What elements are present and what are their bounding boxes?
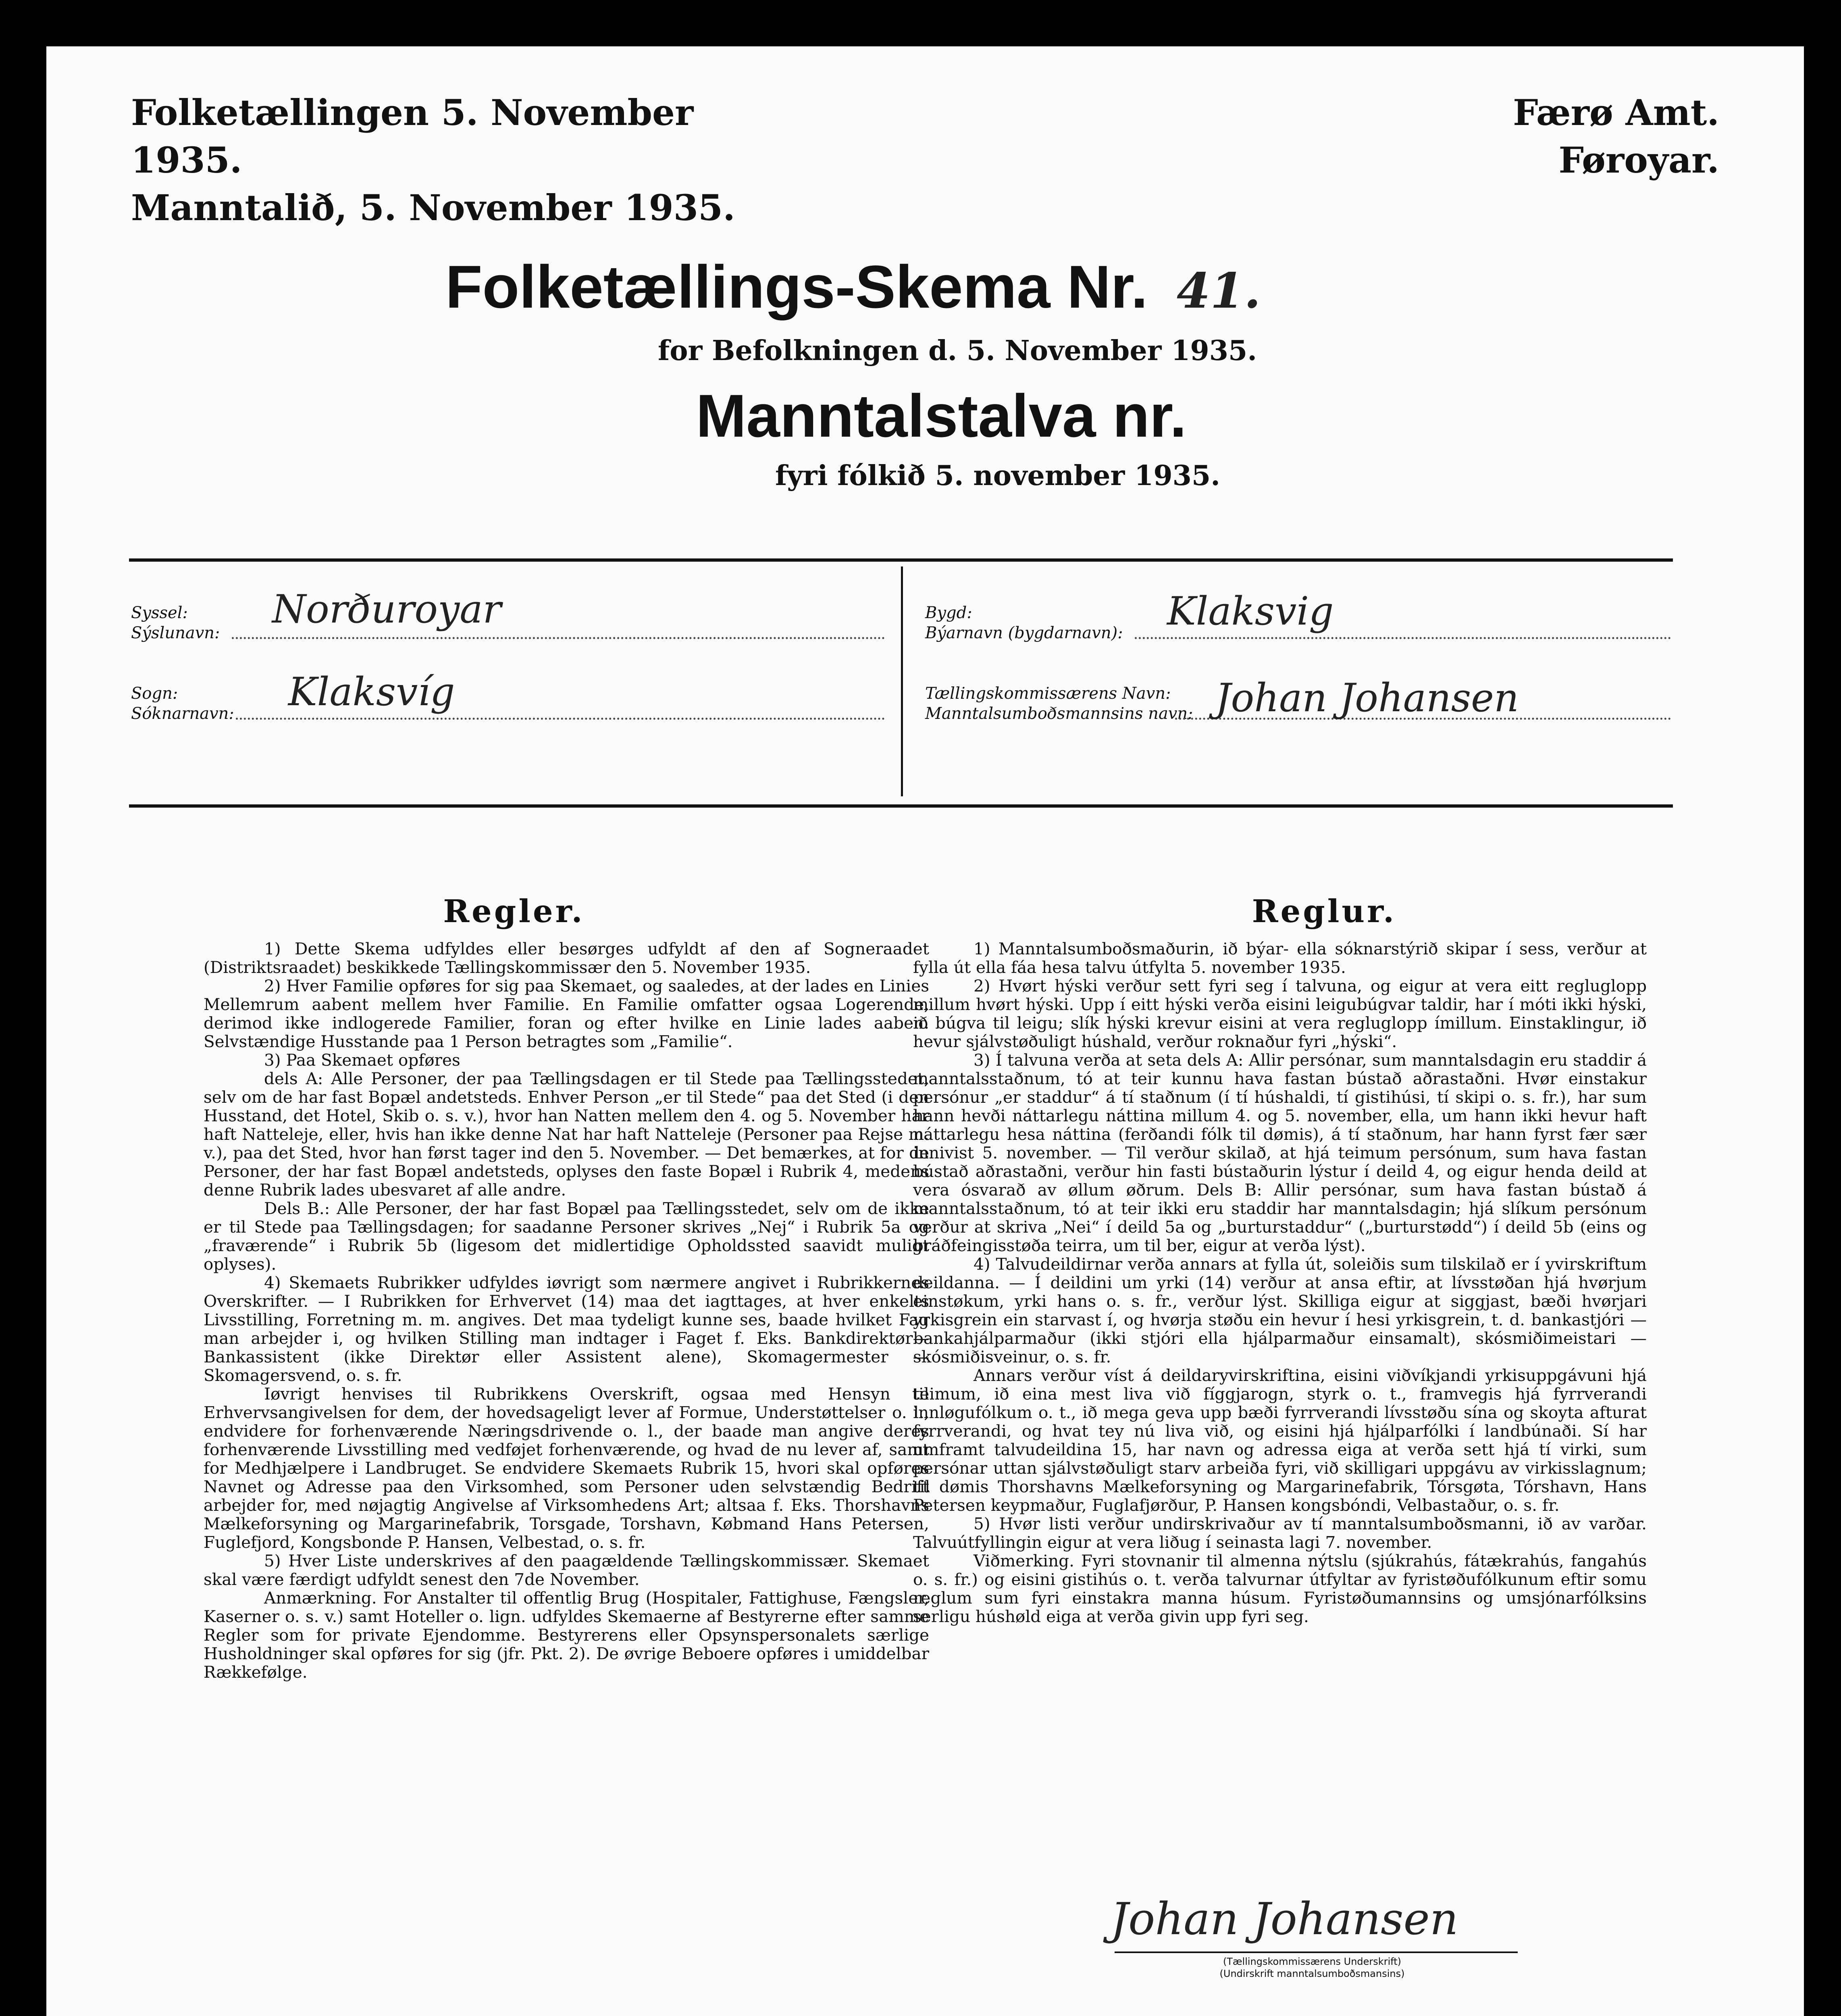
regler-para: dels A: Alle Personer, der paa Tællingsdagen er til Stede paa Tællingsstedet, selv om de har fast Bopæl andetsteds. Enhver Person „er til Stede“ paa det Sted (i den Husstand, det Hotel, Skib o. s. v.), hvor han Natten mellem den 4. og 5. November har haft Natteleje, eller, hvis han ikke denne Nat har haft Natteleje (Personer paa Rejse m. v.), paa det Sted, hvor han først tager ind den 5. November. — Det bemærkes, at for de Personer, der har fast Bopæl andetsteds, oplyses den faste Bopæl i Rubrik 4, medens denne Rubrik lades ubesvaret af alle andre. [204, 1069, 929, 1200]
reglur-para: 2) Hvørt hýski verður sett fyri seg í talvuna, og eigur at vera eitt regluglopp millum hvørt hýski. Upp í eitt hýski verða eisini leigubúgvar taldir, har í móti ikki hýski, ið búgva til leigu; slík hýski krevur eisini at vera regluglopp ímillum. Einstaklingur, ið hevur sjálvstøðuligt húshald, verður roknaður fyri „hýski“. [913, 976, 1647, 1051]
form-title [445, 252, 1261, 322]
kommissaer-label [925, 683, 1193, 724]
form-number: 41. [1176, 262, 1261, 319]
reglur-heading: Reglur. [1252, 893, 1397, 930]
bottom-rule [129, 804, 1673, 808]
signature-caption [1111, 1956, 1514, 1980]
form-subtitle: for Befolkningen d. 5. November 1935. [657, 335, 1257, 367]
bygd-label-da: Bygd: [925, 604, 972, 622]
reglur-para: Annars verður víst á deildaryvirskriftina, eisini viðvíkjandi yrkisuppgávuni hjá teimum, ið eina mest liva við fíggjarogn, styrk o. t., framvegis hjá fyrrverandi innløgufólkum o. t., ið mega geva upp bæði fyrrverandi lívsstøðu sína og skoyta afturat fyrrverandi, og hvat tey nú liva við, og eisini hjá hjálparfólki í landbúnaði. Sí har umframt talvudeildina 15, har navn og adressa eiga at verða sett hjá tí virki, sum persónar uttan sjálvstøðuligt starv arbeiða fyri, við skilligari uppgávu av virkisslagnum; til dømis Thorshavns Mælkeforsyning og Margarinefabrik, Tórsgøta, Tórshavn, Hans Petersen keypmaður, Fuglafjørður, P. Hansen kongsbóndi, Velbastaður, o. s. fr. [913, 1366, 1647, 1515]
regler-text [204, 939, 929, 1681]
form-title-faroese: Manntalstalva nr. [696, 382, 1187, 450]
signature-caption-da: (Tællingskommissærens Underskrift) [1223, 1956, 1402, 1967]
regler-para: 4) Skemaets Rubrikker udfyldes iøvrigt som nærmere angivet i Rubrikkernes Overskrifter. — I Rubrikken for Erhvervet (14) maa det iagttages, at hver enkelts Livsstilling, Forretning m. m. angives. Det maa tydeligt kunne ses, baade hvilket Fag man arbejder i, og hvilken Stilling man indtager i Faget f. Eks. Bankdirektør—Bankassistent (ikke Direktør eller Assistent alene), Skomagermester — Skomagersvend, o. s. fr. [204, 1273, 929, 1385]
top-rule [129, 558, 1673, 562]
regler-heading: Regler. [443, 893, 585, 930]
regler-para: 2) Hver Familie opføres for sig paa Skemaet, og saaledes, at der lades en Linies Mellemrum aabent mellem hver Familie. En Familie omfatter ogsaa Logerende, derimod ikke indlogerede Familier, foran og efter hvilke en Linie lades aaben. Selvstændige Husstande paa 1 Person betragtes som „Familie“. [204, 976, 929, 1051]
regler-para: Dels B.: Alle Personer, der har fast Bopæl paa Tællingsstedet, selv om de ikke er til Stede paa Tællingsdagen; for saadanne Personer skrives „Nej“ i Rubrik 5a og „fraværende“ i Rubrik 5b (ligesom det midlertidige Opholdssted saavidt muligt oplyses). [204, 1199, 929, 1274]
regler-para: Iøvrigt henvises til Rubrikkens Overskrift, ogsaa med Hensyn til Erhvervsangivelsen for dem, der hovedsageligt lever af Formue, Understøttelser o. l., endvidere for forhenværende Næringsdrivende o. l., der baade man angive deres forhenværende Livsstilling med vedføjet forhenværende, og hvad de nu lever af, samt for Medhjælpere i Landbruget. Se endvidere Skemaets Rubrik 15, hvori skal opføres Navnet og Adresse paa den Virksomhed, som Personer uden selvstændig Bedrift arbejder for, med nøjagtig Angivelse af Virksomhedens Art; altsaa f. Eks. Thorshavns Mælkeforsyning og Margarinefabrik, Torsgade, Torshavn, Købmand Hans Petersen, Fuglefjord, Kongsbonde P. Hansen, Velbestad, o. s. fr. [204, 1384, 929, 1552]
bygd-field[interactable]: Klaksvig [1167, 589, 1334, 634]
reglur-para: Viðmerking. Fyri stovnanir til almenna nýtslu (sjúkrahús, fátækrahús, fangahús o. s. fr.) og eisini gistihús o. t. verða talvurnar útfyltar av fyristøðufólkunum eftir somu reglum sum fyri einstakra manna húsum. Fyristøðumannsins og umsjónarfólksins serligu húshøld eiga at verða givin upp fyri seg. [913, 1551, 1647, 1626]
field-divider [901, 566, 903, 796]
header-right-line2: Føroyar. [1558, 139, 1719, 181]
sogn-line [236, 718, 885, 720]
header-left-line2: Manntalið, 5. November 1935. [131, 187, 735, 229]
regler-para: 5) Hver Liste underskrives af den paagældende Tællingskommissær. Skemaet skal være færdigt udfyldt senest den 7de November. [204, 1551, 929, 1589]
regler-para: 3) Paa Skemaet opføres [264, 1050, 460, 1070]
sogn-label-da: Sogn: [131, 684, 178, 703]
header-left [131, 89, 816, 231]
reglur-para: 5) Hvør listi verður undirskrivaður av tí manntalsumboðsmanni, ið av varðar. Talvuútfyllingin eigur at vera liðug í seinasta lagi 7. november. [913, 1514, 1647, 1552]
syssel-line [232, 637, 885, 639]
bygd-label [925, 603, 1123, 643]
bygd-line [1135, 637, 1671, 639]
kommissaer-label-fo: Manntalsumboðsmannsins navn: [925, 704, 1193, 723]
signature: Johan Johansen [1111, 1893, 1458, 1945]
reglur-para: 1) Manntalsumboðsmaðurin, ið býar- ella sóknarstýrið skipar í sess, verður at fylla út ella fáa hesa talvu útfylta 5. november 1935. [913, 939, 1647, 977]
reglur-text [913, 939, 1647, 1626]
syssel-label [131, 603, 220, 643]
header-right [1316, 89, 1719, 184]
kommissaer-field[interactable]: Johan Johansen [1215, 675, 1519, 721]
kommissaer-label-da: Tællingskommissærens Navn: [925, 684, 1171, 703]
census-form-page [46, 46, 1804, 2016]
regler-para: 1) Dette Skema udfyldes eller besørges udfyldt af den af Sogneraadet (Distriktsraadet) beskikkede Tællingskommissær den 5. November 1935. [204, 939, 929, 977]
form-title-text: Folketællings-Skema Nr. [445, 253, 1148, 321]
syssel-label-da: Syssel: [131, 604, 188, 622]
sogn-field[interactable]: Klaksvíg [288, 669, 455, 714]
form-subtitle-faroese: fyri fólkið 5. november 1935. [775, 460, 1220, 492]
signature-caption-fo: (Undirskrift manntalsumboðsmansins) [1219, 1968, 1405, 1979]
header-left-line1: Folketællingen 5. November 1935. [131, 92, 694, 181]
signature-line [1115, 1951, 1518, 1953]
header-right-line1: Færø Amt. [1513, 92, 1719, 133]
reglur-para: 4) Talvudeildirnar verða annars at fylla út, soleiðis sum tilskilað er í yvirskriftum deildanna. — Í deildini um yrki (14) verður at ansa eftir, at lívsstøðan hjá hvørjum einstøkum, yrki hans o. s. fr., verður lýst. Skilliga eigur at siggjast, bæði hvørjari yrkisgrein ein starvast í, og hvørja støðu ein hevur í hesi yrkisgrein, t. d. bankastjóri — bankahjálparmaður (ikki stjóri ella hjálparmaður einsamalt), skósmiðimeistari — skósmiðisveinur, o. s. fr. [913, 1254, 1647, 1366]
sogn-label [131, 683, 234, 724]
sogn-label-fo: Sóknarnavn: [131, 704, 234, 723]
syssel-field[interactable]: Norðuroyar [272, 587, 501, 632]
bygd-label-fo: Býarnavn (bygdarnavn): [925, 624, 1123, 642]
syssel-label-fo: Sýslunavn: [131, 624, 220, 642]
reglur-para: 3) Í talvuna verða at seta dels A: Allir persónar, sum manntalsdagin eru staddir á manntalsstaðnum, tó at teir kunnu hava fastan bústað aðrastaðni. Hvør einstakur persónur „er staddur“ á tí staðnum (í tí húshaldi, tí gistihúsi, tí skipi o. s. fr.), har sum hann hevði náttarlegu náttina millum 4. og 5. november, ella, um hann ikki hevur haft náttarlegu hesa náttina (ferðandi fólk til dømis), á tí staðnum, har hann fyrst fær sær innivist 5. november. — Til verður skilað, at hjá teimum persónum, sum hava fastan bústað aðrastaðni, verður hin fasti bústaðurin lýstur í deild 4, og eigur henda deild at vera ósvarað av øllum øðrum. Dels B: Allir persónar, sum hava fastan bústað á manntalsstaðnum, tó at teir ikki eru staddir har manntalsdagin; hjá slíkum persónum verður at skriva „Nei“ í deild 5a og „burturstaddur“ („burturstødd“) í deild 5b (eins og bráðfeingisstøða teirra, um til ber, eigur at verða lýst). [913, 1050, 1647, 1255]
regler-para: Anmærkning. For Anstalter til offentlig Brug (Hospitaler, Fattighuse, Fængsler, Kaserner o. s. v.) samt Hoteller o. lign. udfyldes Skemaerne af Bestyrerne efter samme Regler som for private Ejendomme. Bestyrerens eller Opsynspersonalets særlige Husholdninger skal opføres for sig (jfr. Pkt. 2). De øvrige Beboere opføres i umiddelbar Rækkefølge. [204, 1588, 929, 1682]
